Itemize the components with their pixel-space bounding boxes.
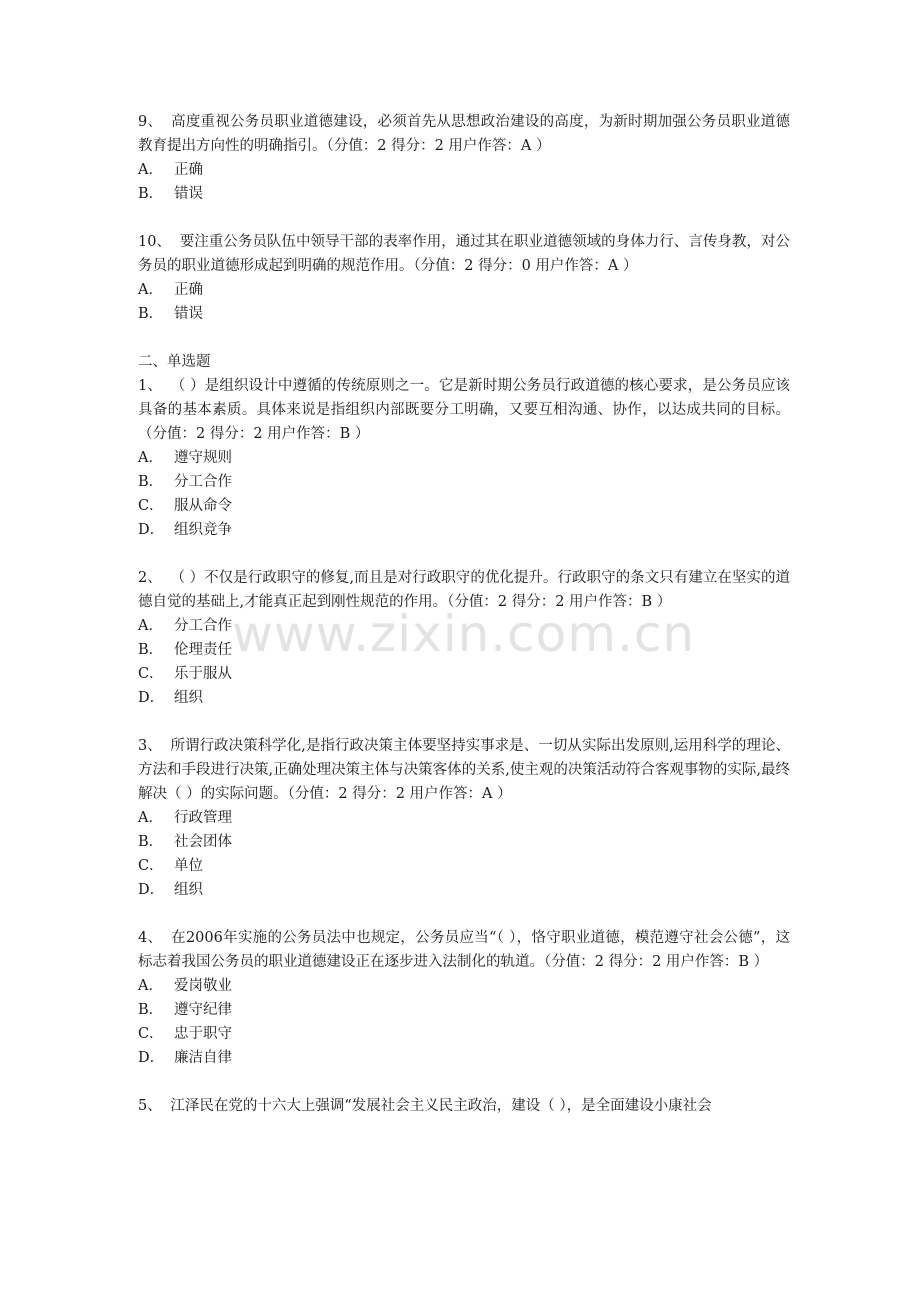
question-stem: 所谓行政决策科学化,是指行政决策主体要坚持实事求是、一切从实际出发原则,运用科学的理论、方法和手段进行决策,正确处理决策主体与决策客体的关系,使主观的决策活动符合客观事物的实际,最终解决（ ）的实际问题。（分值：2 得分：2 用户作答：A ） [138,738,790,802]
option-letter: B． [138,306,164,322]
answer-option [138,446,790,470]
question-number: 5、 [138,1098,162,1114]
answer-option [138,1046,790,1070]
option-letter: B． [138,474,164,490]
answer-option [138,878,790,902]
option-text: 组织 [174,690,203,706]
question-item [138,230,790,326]
question-text [138,230,790,278]
option-text: 分工合作 [174,618,232,634]
option-text: 忠于职守 [174,1026,232,1042]
question-text [138,110,790,158]
answer-option [138,830,790,854]
option-letter: A． [138,978,163,994]
answer-option [138,302,790,326]
question-text [138,566,790,614]
option-text: 爱岗敬业 [174,978,232,994]
option-letter: D． [138,690,165,706]
question-item [138,566,790,710]
watermark: www.zixin.com.cn [232,605,696,663]
option-text: 社会团体 [174,834,232,850]
question-stem: 在2006年实施的公务员法中也规定，公务员应当“（ ），恪守职业道德，模范遵守社会公德”，这标志着我国公务员的职业道德建设正在逐步进入法制化的轨道。（分值：2 得分：2 用户作答：B ） [138,930,790,970]
question-number: 10、 [138,234,172,250]
answer-option [138,182,790,206]
option-letter: C． [138,498,164,514]
option-letter: A． [138,450,163,466]
section-title: 二、单选题 [138,354,211,370]
option-text: 正确 [174,282,203,298]
question-text [138,1094,790,1118]
question-item [138,374,790,542]
answer-option [138,662,790,686]
option-letter: A． [138,282,163,298]
option-letter: C． [138,858,164,874]
option-text: 分工合作 [174,474,232,490]
option-letter: B． [138,642,164,658]
option-text: 乐于服从 [174,666,232,682]
answer-option [138,854,790,878]
question-text [138,374,790,446]
question-number: 2、 [138,570,162,586]
question-stem: 江泽民在党的十六大上强调“发展社会主义民主政治，建设（ ），是全面建设小康社会 [170,1098,712,1114]
option-letter: B． [138,1002,164,1018]
option-text: 组织 [174,882,203,898]
option-letter: D． [138,522,165,538]
single-choice-section [138,374,790,1118]
answer-option [138,974,790,998]
option-text: 伦理责任 [174,642,232,658]
option-letter: B． [138,834,164,850]
option-text: 正确 [174,162,203,178]
option-text: 廉洁自律 [174,1050,232,1066]
answer-option [138,638,790,662]
question-item [138,926,790,1070]
answer-option [138,278,790,302]
question-number: 9、 [138,114,163,130]
answer-option [138,998,790,1022]
true-false-section [138,110,790,326]
option-letter: A． [138,162,163,178]
answer-option [138,518,790,542]
answer-option [138,1022,790,1046]
question-item [138,734,790,902]
option-text: 单位 [174,858,203,874]
option-letter: C． [138,666,164,682]
question-stem: （ ）不仅是行政职守的修复,而且是对行政职守的优化提升。行政职守的条文只有建立在坚实的道德自觉的基础上,才能真正起到刚性规范的作用。（分值：2 得分：2 用户作答：B ） [138,570,790,610]
answer-option [138,614,790,638]
answer-option [138,806,790,830]
option-letter: A． [138,618,163,634]
option-letter: A． [138,810,163,826]
question-number: 4、 [138,930,163,946]
option-text: 行政管理 [174,810,232,826]
question-text [138,926,790,974]
question-number: 1、 [138,378,162,394]
option-text: 遵守纪律 [174,1002,232,1018]
answer-option [138,494,790,518]
answer-option [138,158,790,182]
question-text [138,734,790,806]
option-text: 遵守规则 [174,450,232,466]
option-text: 错误 [174,306,203,322]
option-letter: D． [138,1050,165,1066]
option-letter: C． [138,1026,164,1042]
answer-option [138,686,790,710]
question-item [138,1094,790,1118]
option-text: 组织竞争 [174,522,232,538]
question-stem: 要注重公务员队伍中领导干部的表率作用，通过其在职业道德领域的身体力行、言传身教，对公务员的职业道德形成起到明确的规范作用。（分值：2 得分：0 用户作答：A ） [138,234,791,274]
question-item [138,110,790,206]
question-stem: 高度重视公务员职业道德建设，必须首先从思想政治建设的高度，为新时期加强公务员职业道德教育提出方向性的明确指引。（分值：2 得分：2 用户作答：A ） [138,114,791,154]
document-page [138,110,790,1142]
option-text: 服从命令 [174,498,232,514]
option-letter: B． [138,186,164,202]
option-letter: D． [138,882,165,898]
question-stem: （ ）是组织设计中遵循的传统原则之一。它是新时期公务员行政道德的核心要求，是公务员应该具备的基本素质。具体来说是指组织内部既要分工明确，又要互相沟通、协作，以达成共同的目标。（分值：2 得分：2 用户作答：B ） [138,378,790,442]
answer-option [138,470,790,494]
option-text: 错误 [174,186,203,202]
question-number: 3、 [138,738,162,754]
